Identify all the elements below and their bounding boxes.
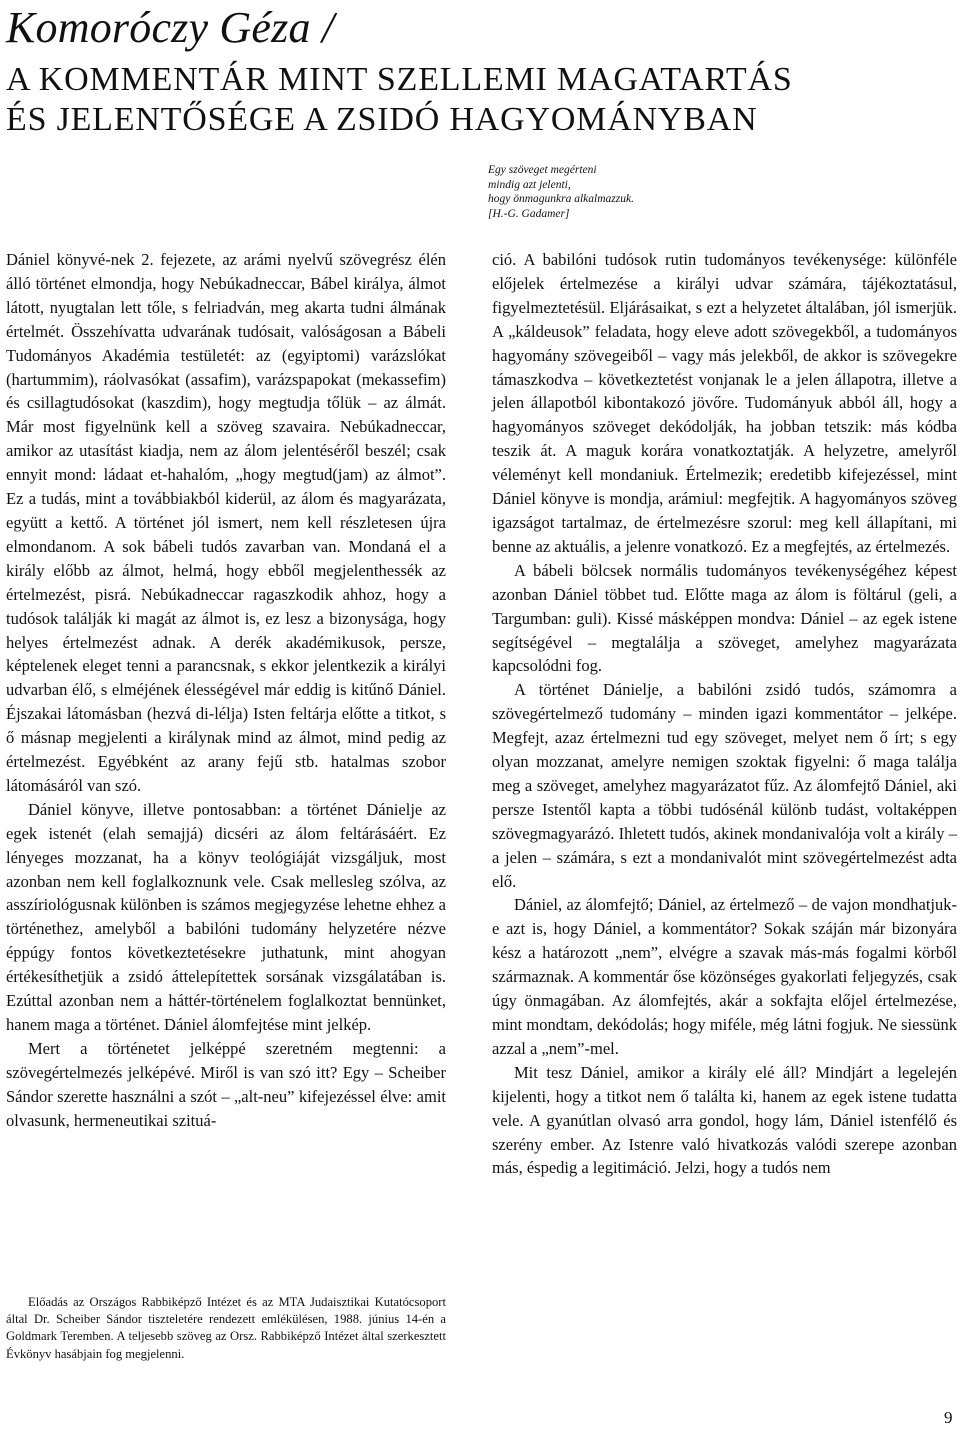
paragraph: Mert a történetet jelképpé szeretném megtenni: a szövegértelmezés jelképévé. Miről is van szó itt? Egy – Scheiber Sándor szerette használni a szót – „alt-neu” kifejezéssel élve: amit olvasunk, hermeneutikai szituá-	[6, 1038, 446, 1130]
paragraph: Dániel könyvé-nek 2. fejezete, az arámi nyelvű szövegrész élén álló történet elmondja, hogy Nebúkadneccar, Bábel királya, álmot látott, nyugtalan lett tőle, s felriadván, meg akarta tudni álmának értelmét. Összehívatta udvarának tudósait, valóságosan a Bábeli Tudományos Akadémia testületét: az (egyiptomi) varázslókat (hartummim), ráolvasókat (assafim), varázspapokat (mekassefim) és csillagtudósokat (kaszdim), hogy megtudja tőlük – az álmát. Már most figyelnünk kell a szöveg szavaira. Nebúkadneccar, amikor az utasítást kiadja, nem az álom jelentéséről beszél; csak ennyit mond: ládaat et-hahalóm, „hogy megtud(jam) az álmot”. Ez a tudás, mint a továbbiakból kiderül, az álom és magyarázata, együtt a kettő. A történet jól ismert, nem kell részletesen újra elmondanom. A sok bábeli tudós zavarban van. Mondaná el a király előbb az álmot, helmá, hogy ebből megjelenthessék az értelmezést, pisrá. Nebúkadneccar ragaszkodik ahhoz, hogy a tudósok találják ki magát az álmot is, ez lesz a bizonysága, hogy helyes értelmezést adnak. A derék akadémikusok, persze, képtelenek eleget tenni a parancsnak, s ekkor jelentkezik a királyi udvarban élő, s elméjének élességével már eddig is kitűnő Dániel. Éjszakai látomásban (hezvá di-lélja) Isten feltárja előtte a titkot, s ő másnap megjelenti a királynak mind az álmot, mind pedig az értelmezést. Egyébként az arany fejű stb. hatalmas szobor látomásáról van szó.	[6, 250, 446, 795]
epigraph-line-2: mindig azt jelenti,	[488, 178, 571, 191]
paragraph: Dániel, az álomfejtő; Dániel, az értelmező – de vajon mondhatjuk-e azt is, hogy Dániel, a kommentátor? Sokak száján már bizonyára kész a határozott „nem”, elvégre a szavak más-más fogalmi körből származnak. A kommentár őse közönséges gyakorlati feljegyzés, csak úgy önmagában. Az álomfejtés, akár a sokfajta előjel értelmezése, mint mondtam, dekódolás; hogy miféle, még látni fogjuk. Ne siessünk azzal a „nem”-mel.	[492, 895, 957, 1058]
epigraph-attribution: [H.-G. Gadamer]	[488, 207, 570, 220]
paragraph: ció. A babilóni tudósok rutin tudományos tevékenysége: különféle előjelek értelmezése a királyi udvar számára, tájékoztatásul, figyelmeztetésül. Eljárásaikat, s ezt a helyzetet általában, jól ismerjük. A „káldeusok” feladata, hogy eleve adott szövegekből, a tudományos hagyomány szövegeiből – vagy más jelekből, de akkor is szövegekre támaszkodva – következtetést vonjanak le a jelen állapotra, illetve a jelen állapotból kibontakozó jövőre. Tudományuk abból áll, hogy a hagyományos szöveget dekódolják, ha jobban tetszik: más kódba teszik át. A maguk korára vonatkoztatják. A helyzetre, amelyről véleményt kell mondaniuk. Értelmezik; eredetibb kifejezéssel, mint Dániel könyve is mondja, arámiul: megfejtik. A hagyományos szöveg igazságot tartalmaz, de értelmezésre szorul: meg kell állapítani, mi benne az aktuális, a jelenre vonatkozó. Ez a megfejtés, az értelmezés.	[492, 250, 957, 556]
article-title	[6, 60, 793, 140]
paragraph: A bábeli bölcsek normális tudományos tevékenységéhez képest azonban Dániel többet tud. Előtte maga az álom is föltárul (geli, a Targumban: guli). Kissé másképpen mondva: Dániel – az egek istene segítségével – megtalálja a szöveget, amelyhez magyarázata kapcsolódni fog.	[492, 560, 957, 676]
author-name: Komoróczy Géza /	[6, 3, 335, 52]
epigraph	[488, 163, 728, 221]
left-text-column	[6, 248, 446, 1133]
epigraph-line-1: Egy szöveget megérteni	[488, 164, 597, 176]
right-text-column	[492, 248, 957, 1180]
paragraph: A történet Dánielje, a babilóni zsidó tudós, számomra a szövegértelmező tudomány – minden igazi kommentátor – jelképe. Megfejt, azaz értelmezni tud egy szöveget, melyet nem ő írt; s egy olyan mozzanat, amelyre nemigen szoktak figyelni: ő maga találja meg a szöveget, amelyhez magyarázatot fűz. Az álomfejtő Dániel, aki persze Istentől kapta a többi tudósénál különb tudást, voltaképpen szövegmagyarázó. Ihletett tudós, akinek mondanivalója volt a király – a jelen – számára, s ezt a mondanivalót mint szövegértelmezést adta elő.	[492, 680, 957, 891]
article-title-line-1: A KOMMENTÁR MINT SZELLEMI MAGATARTÁS	[6, 61, 793, 98]
article-title-line-2: ÉS JELENTŐSÉGE A ZSIDÓ HAGYOMÁNYBAN	[6, 101, 758, 138]
paragraph: Dániel könyve, illetve pontosabban: a történet Dánielje az egek istenét (elah semajjá) dicséri az álom feltárásáért. Ez lényeges mozzanat, ha a könyv teológiáját vizsgáljuk, most azonban nem kell foglalkoznunk vele. Csak mellesleg szólva, az asszíriológusnak különben is számos megjegyzése lehetne ehhez a történethez, amelyből a babilóni tudomány helyzetére nézve éppúgy fontos következtetésekre juthatunk, mint ahogyan értékesíthetjük a zsidó áttelepítettek sorsának vizsgálatában is. Ezúttal azonban nem a háttér-történelem foglalkoztat bennünket, hanem maga a történet. Dániel álomfejtése mint jelkép.	[6, 799, 446, 1034]
page-number: 9	[944, 1408, 953, 1427]
footnote: Előadás az Országos Rabbiképző Intézet és az MTA Judaisztikai Kutatócsoport által Dr. Scheiber Sándor tiszteletére rendezett emlékülésen, 1988. június 14-én a Goldmark Teremben. A teljesebb szöveg az Orsz. Rabbiképző Intézet által szerkesztett Évkönyv hasábjain fog megjelenni.	[6, 1295, 446, 1361]
paragraph: Mit tesz Dániel, amikor a király elé áll? Mindjárt a legelején kijelenti, hogy a titkot nem ő találta ki, hanem az egek istene tudatta vele. A gyanútlan olvasó arra gondol, hogy lám, Dániel istenfélő és szerény ember. Az Istenre való hivatkozás valódi szerepe azonban más, éspedig a legitimáció. Jelzi, hogy a tudós nem	[492, 1062, 957, 1178]
epigraph-line-3: hogy önmagunkra alkalmazzuk.	[488, 193, 634, 205]
